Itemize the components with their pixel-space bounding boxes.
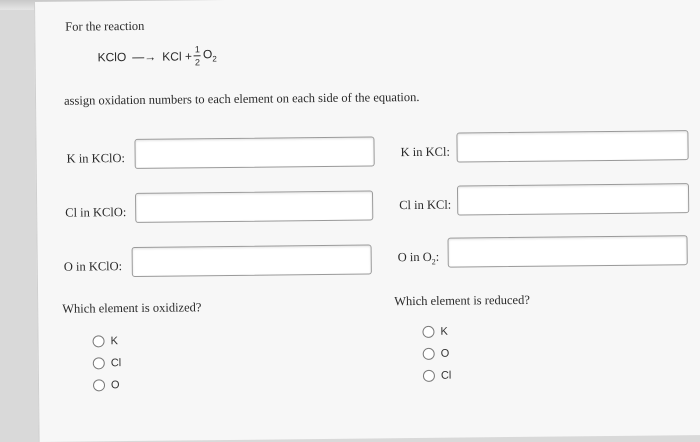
product-o2-symbol: O	[202, 47, 213, 62]
product-o2-subscript: 2	[212, 54, 217, 64]
label-o-in-o2	[398, 250, 440, 267]
oxidized-option-k[interactable]	[92, 335, 117, 347]
radio-button[interactable]	[92, 335, 104, 347]
o-in-o2-input[interactable]	[447, 235, 687, 268]
reduced-option-k[interactable]	[422, 326, 447, 338]
label-k-in-kcl: K in KCl:	[400, 144, 450, 160]
fraction-one-half	[194, 44, 201, 67]
reaction-arrow: —→	[132, 49, 157, 64]
oxidized-option-o[interactable]	[93, 379, 120, 391]
reduced-option-o[interactable]	[423, 348, 450, 360]
radio-button[interactable]	[423, 370, 435, 382]
radio-button[interactable]	[422, 326, 434, 338]
oxidized-question: Which element is oxidized?	[62, 300, 202, 316]
option-label: K	[440, 325, 448, 338]
fraction-bar	[194, 55, 201, 56]
option-label: Cl	[110, 357, 122, 370]
label-o-in-kclo: O in KClO:	[63, 259, 123, 274]
fraction-numerator: 1	[194, 44, 200, 55]
product-kcl: KCl +	[162, 48, 193, 64]
reactant: KClO	[97, 49, 127, 64]
reduced-option-cl[interactable]	[423, 370, 452, 382]
k-in-kclo-input[interactable]	[134, 136, 374, 169]
label-o-in-o2-suffix: :	[435, 249, 440, 264]
intro-text: For the reaction	[65, 18, 145, 34]
product-o2	[203, 47, 217, 64]
label-cl-in-kclo: Cl in KClO:	[65, 205, 127, 220]
option-label: O	[110, 379, 120, 392]
label-o-in-o2-prefix: O in O	[397, 249, 432, 265]
option-label: O	[440, 347, 450, 360]
label-k-in-kclo: K in KClO:	[66, 151, 126, 166]
label-cl-in-kcl: Cl in KCl:	[399, 197, 452, 213]
radio-button[interactable]	[93, 357, 105, 369]
option-label: K	[110, 335, 118, 348]
radio-button[interactable]	[93, 379, 105, 391]
question-card	[34, 0, 700, 442]
o-in-kclo-input[interactable]	[132, 244, 372, 277]
radio-button[interactable]	[423, 348, 435, 360]
option-label: Cl	[440, 369, 452, 382]
fraction-denominator: 2	[194, 57, 201, 68]
reaction-equation	[97, 44, 216, 68]
instruction-text: assign oxidation numbers to each element on each side of the equation.	[63, 89, 420, 108]
oxidized-option-cl[interactable]	[93, 357, 122, 369]
k-in-kcl-input[interactable]	[456, 130, 688, 162]
reduced-question: Which element is reduced?	[394, 292, 530, 309]
cl-in-kcl-input[interactable]	[457, 183, 689, 215]
label-o-in-o2-subscript: 2	[431, 257, 436, 267]
cl-in-kclo-input[interactable]	[135, 190, 373, 222]
